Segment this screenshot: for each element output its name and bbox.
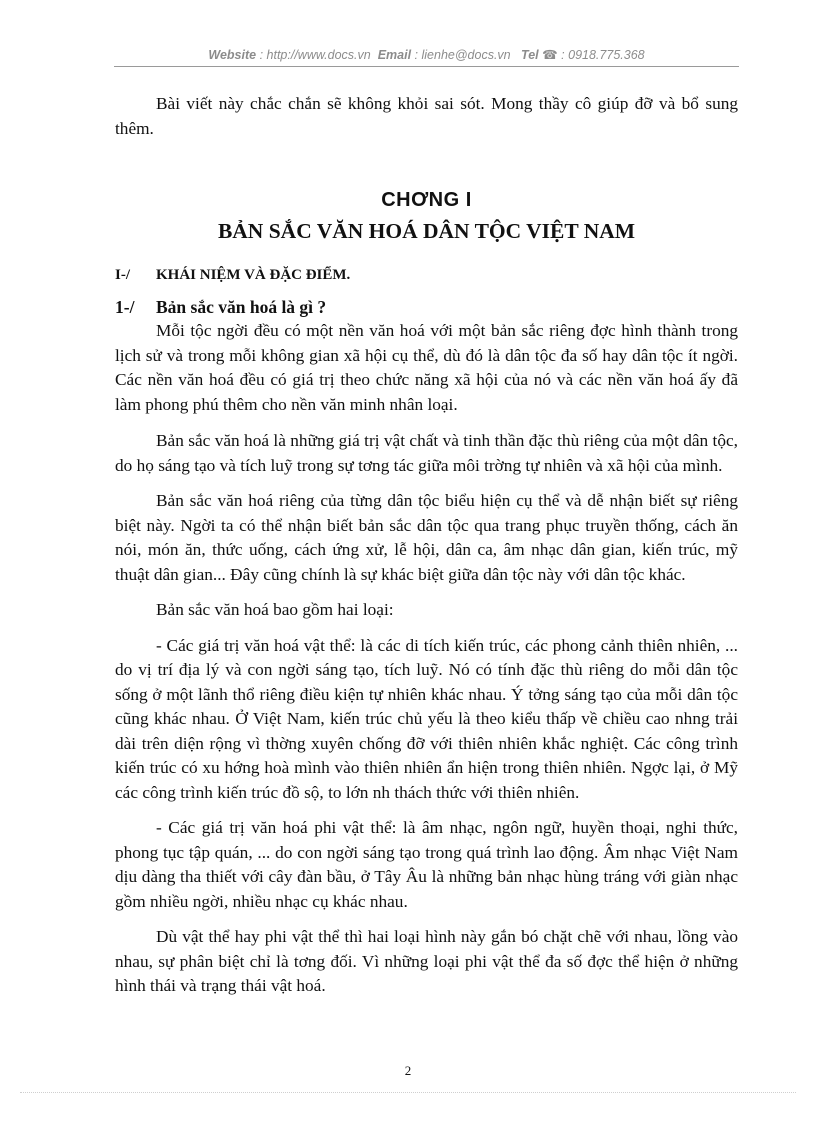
subsection-heading (115, 295, 738, 319)
tel-label: Tel (521, 48, 539, 62)
section-title: KHÁI NIỆM VÀ ĐẶC ĐIỂM. (156, 267, 351, 283)
website-value: : http://www.docs.vn (259, 48, 371, 62)
email-value: : lienhe@docs.vn (414, 48, 511, 62)
footer-divider (20, 1092, 796, 1093)
document-body (115, 92, 738, 1010)
chapter-title: BẢN SẮC VĂN HOÁ DÂN TỘC VIỆT NAM (217, 219, 636, 243)
chapter-label: CHƠNG I (381, 189, 472, 211)
body-paragraph: Mỗi tộc ngời đều có một nền văn hoá với một bản sắc riêng đợc hình thành trong lịch sử và trong mỗi không gian xã hội cụ thể, dù đó là dân tộc đa số hay dân tộc ít ngời. Các nền văn hoá đều có giá trị theo chức năng xã hội của nó và các nền văn hoá ấy đã làm phong phú thêm cho nền văn minh nhân loại. (115, 321, 738, 414)
body-paragraph: Bản sắc văn hoá bao gồm hai loại: (156, 600, 394, 619)
page-header (114, 47, 739, 67)
body-paragraph: - Các giá trị văn hoá phi vật thể: là âm nhạc, ngôn ngữ, huyền thoại, nghi thức, phong tục tập quán, ... do con ngời sáng tạo trong quá trình lao động. Âm nhạc Việt Nam dịu dàng tha thiết với cây đàn bầu, ở Tây Âu là những bản nhạc hùng tráng với giàn nhạc gồm nhiều ngời, nhiều nhạc cụ khác nhau. (115, 818, 738, 911)
header-divider (114, 66, 739, 67)
page-number: 2 (404, 1063, 412, 1078)
body-paragraph: Dù vật thể hay phi vật thể thì hai loại hình này gắn bó chặt chẽ với nhau, lồng vào nhau, sự phân biệt chỉ là tơng đối. Vì những loại phi vật thể đa số đợc thể hiện ở những hình thái và trạng thái vật hoá. (115, 927, 738, 995)
body-paragraph: Bản sắc văn hoá là những giá trị vật chất và tinh thần đặc thù riêng của một dân tộc, do họ sáng tạo và tích luỹ trong sự tơng tác giữa môi trờng tự nhiên và xã hội của mình. (115, 431, 738, 475)
body-paragraph: - Các giá trị văn hoá vật thể: là các di tích kiến trúc, các phong cảnh thiên nhiên, ... do vị trí địa lý và con ngời sáng tạo, tích luỹ. Nó có tính đặc thù riêng do mỗi dân tộc sống ở một lãnh thổ riêng điều kiện tự nhiên khác nhau. Ý tởng sáng tạo của mỗi dân tộc cũng khác nhau. Ở Việt Nam, kiến trúc chủ yếu là theo kiểu thấp về chiều cao nhng trải dài trên diện rộng vì thờng xuyên chống đỡ với thiên nhiên khắc nghiệt. Các công trình kiến trúc có xu hớng hoà mình vào thiên nhiên ẩn hiện trong thiên nhiên. Ngợc lại, ở Mỹ các công trình kiến trúc đồ sộ, to lớn nh thách thức với thiên nhiên. (115, 635, 738, 802)
subsection-number: 1-/ (115, 297, 135, 317)
tel-value: ☎ : 0918.775.368 (542, 48, 645, 62)
website-label: Website (208, 48, 257, 62)
section-number: I-/ (115, 267, 130, 283)
subsection-title: Bản sắc văn hoá là gì ? (156, 297, 327, 317)
body-paragraph: Bản sắc văn hoá riêng của từng dân tộc biểu hiện cụ thể và dễ nhận biết sự riêng biệt này. Ngời ta có thể nhận biết bản sắc dân tộc qua trang phục truyền thống, cách ăn nói, món ăn, thức uống, cách ứng xử, lễ hội, dân ca, âm nhạc dân gian, kiến trúc, mỹ thuật dân gian... Đây cũng chính là sự khác biệt giữa dân tộc này với dân tộc khác. (115, 491, 738, 584)
section-heading (115, 263, 738, 287)
intro-paragraph: Bài viết này chắc chắn sẽ không khỏi sai sót. Mong thầy cô giúp đỡ và bổ sung thêm. (115, 94, 738, 138)
email-label: Email (377, 48, 412, 62)
